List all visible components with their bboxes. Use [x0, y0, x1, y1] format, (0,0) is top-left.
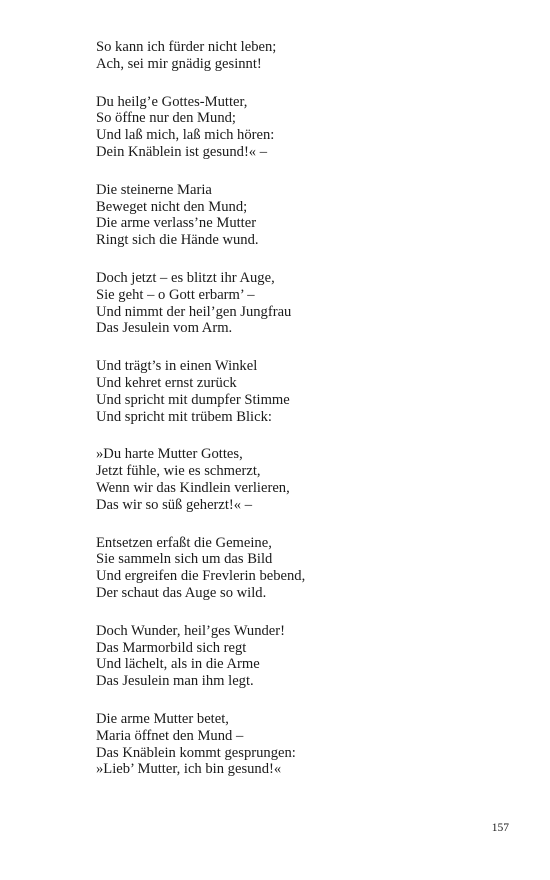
verse-line: Doch jetzt – es blitzt ihr Auge, — [96, 269, 275, 286]
verse-line: Entsetzen erfaßt die Gemeine, — [96, 534, 272, 551]
verse-line: So kann ich fürder nicht leben; — [96, 39, 277, 55]
verse-line: Das wir so süß geherzt!« – — [96, 496, 253, 513]
stanza — [96, 94, 496, 161]
verse-line: Sie sammeln sich um das Bild — [96, 551, 273, 568]
stanza — [96, 535, 496, 602]
verse-line: Und nimmt der heil’gen Jungfrau — [96, 303, 292, 320]
verse-line: Das Jesulein vom Arm. — [96, 320, 233, 337]
stanza — [96, 270, 496, 337]
verse-line: Wenn wir das Kindlein verlieren, — [96, 479, 290, 496]
verse-line: Jetzt fühle, wie es schmerzt, — [96, 463, 261, 480]
stanza — [96, 358, 496, 425]
verse-line: Und ergreifen die Frevlerin bebend, — [96, 568, 306, 585]
verse-line: »Du harte Mutter Gottes, — [96, 446, 243, 463]
stanza — [96, 623, 496, 690]
verse-line: »Lieb’ Mutter, ich bin gesund!« — [96, 761, 282, 778]
verse-line: Und lächelt, als in die Arme — [96, 656, 260, 673]
verse-line: Der schaut das Auge so wild. — [96, 584, 267, 601]
verse-line: Das Jesulein man ihm legt. — [96, 673, 254, 690]
verse-line: Die steinerne Maria — [96, 181, 212, 198]
verse-line: Du heilg’e Gottes-Mutter, — [96, 93, 248, 110]
verse-line: Maria öffnet den Mund – — [96, 727, 244, 744]
verse-line: Und spricht mit trübem Blick: — [96, 408, 272, 425]
verse-line: Die arme Mutter betet, — [96, 710, 229, 727]
verse-line: So öffne nur den Mund; — [96, 110, 236, 127]
stanza — [96, 711, 496, 778]
verse-line: Sie geht – o Gott erbarm’ – — [96, 286, 255, 303]
stanza — [96, 182, 496, 249]
verse-line: Und trägt’s in einen Winkel — [96, 358, 258, 375]
verse-line: Und spricht mit dumpfer Stimme — [96, 391, 290, 408]
verse-line: Das Knäblein kommt gesprungen: — [96, 744, 296, 761]
stanza — [96, 446, 496, 513]
page-number: 157 — [491, 822, 509, 834]
verse-line: Doch Wunder, heil’ges Wunder! — [96, 622, 285, 639]
verse-line: Ach, sei mir gnädig gesinnt! — [96, 55, 262, 72]
verse-line: Ringt sich die Hände wund. — [96, 232, 259, 249]
verse-line: Die arme verlass’ne Mutter — [96, 215, 257, 232]
verse-line: Und laß mich, laß mich hören: — [96, 127, 275, 144]
verse-line: Dein Knäblein ist gesund!« – — [96, 143, 268, 160]
verse-line: Beweget nicht den Mund; — [96, 198, 248, 215]
stanza — [96, 39, 496, 73]
verse-line: Und kehret ernst zurück — [96, 374, 237, 391]
poem-text — [96, 39, 496, 799]
verse-line: Das Marmorbild sich regt — [96, 639, 247, 656]
